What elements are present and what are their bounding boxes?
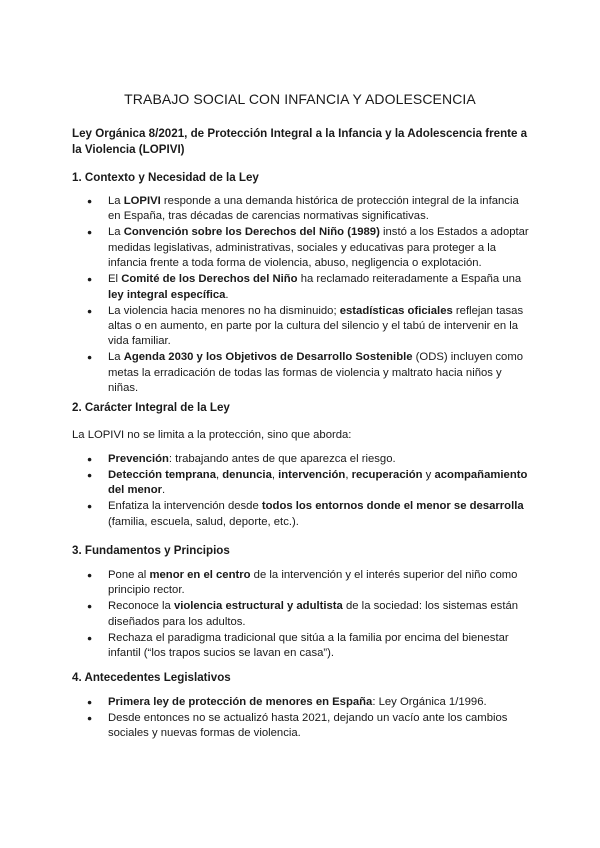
list-item: ● Reconoce la violencia estructural y adultista de la sociedad: los sistemas están diseñados para los adultos. xyxy=(72,599,530,630)
list-item: ● Detección temprana, denuncia, intervención, recuperación y acompañamiento del menor. xyxy=(72,468,530,499)
section-2-heading: 2. Carácter Integral de la Ley xyxy=(72,401,230,414)
list-item: ● Pone al menor en el centro de la intervención y el interés superior del niño como principio rector. xyxy=(72,568,530,599)
list-item: ● Desde entonces no se actualizó hasta 2021, dejando un vacío ante los cambios sociales y nuevas formas de violencia. xyxy=(72,711,530,742)
document-title: TRABAJO SOCIAL CON INFANCIA Y ADOLESCENCIA xyxy=(124,91,476,107)
section-2-intro: La LOPIVI no se limita a la protección, sino que aborda: xyxy=(72,429,352,441)
list-item: ● El Comité de los Derechos del Niño ha reclamado reiteradamente a España una ley integral específica. xyxy=(72,272,530,303)
document-subtitle: Ley Orgánica 8/2021, de Protección Integral a la Infancia y la Adolescencia frente a la Violencia (LOPIVI) xyxy=(72,127,528,156)
list-item: ● La violencia hacia menores no ha disminuido; estadísticas oficiales reflejan tasas altas o en aumento, en parte por la cultura del silencio y el tabú de intervenir en la vida familiar. xyxy=(72,304,530,350)
list-item: ● Rechaza el paradigma tradicional que sitúa a la familia por encima del bienestar infantil (“los trapos sucios se lavan en casa”). xyxy=(72,631,530,662)
list-item: ● La Convención sobre los Derechos del Niño (1989) instó a los Estados a adoptar medidas legislativas, administrativas, sociales y educativas para proteger a la infancia frente a toda forma de violencia, abuso, negligencia o explotación. xyxy=(72,225,530,271)
section-3-heading: 3. Fundamentos y Principios xyxy=(72,544,230,557)
section-2-list xyxy=(72,452,530,531)
section-1-heading: 1. Contexto y Necesidad de la Ley xyxy=(72,171,259,184)
section-1-list xyxy=(72,194,530,397)
list-item: ● Primera ley de protección de menores en España: Ley Orgánica 1/1996. xyxy=(72,695,530,710)
list-item: ● Enfatiza la intervención desde todos los entornos donde el menor se desarrolla (familia, escuela, salud, deporte, etc.). xyxy=(72,499,530,530)
list-item: ● La LOPIVI responde a una demanda histórica de protección integral de la infancia en España, tras décadas de carencias normativas significativas. xyxy=(72,194,530,225)
section-4-list xyxy=(72,695,530,742)
section-3-list xyxy=(72,568,530,662)
section-4-heading: 4. Antecedentes Legislativos xyxy=(72,671,231,684)
list-item: ● Prevención: trabajando antes de que aparezca el riesgo. xyxy=(72,452,530,467)
list-item: ● La Agenda 2030 y los Objetivos de Desarrollo Sostenible (ODS) incluyen como metas la erradicación de todas las formas de violencia y maltrato hacia niños y niñas. xyxy=(72,350,530,396)
